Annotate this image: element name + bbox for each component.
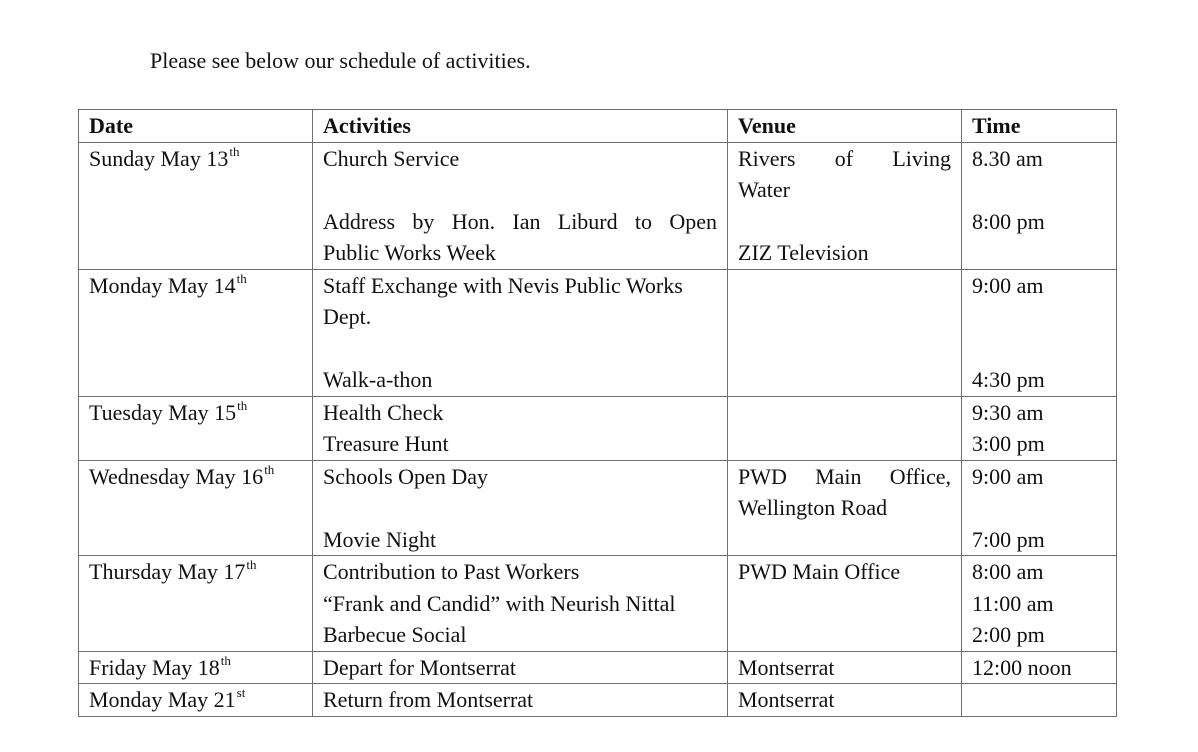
header-row: [79, 110, 1117, 143]
activity-line: Return from Montserrat: [323, 687, 534, 712]
header-venue: Venue: [728, 110, 962, 143]
date-cell: [79, 684, 313, 717]
venue-line: [738, 364, 951, 396]
time-line: 7:00 pm: [972, 526, 1045, 552]
date-text: Tuesday May 15: [89, 399, 237, 425]
date-cell: [79, 460, 313, 556]
venue-line: Wellington Road: [738, 495, 888, 520]
time-cell: [962, 460, 1117, 556]
schedule-row: [79, 556, 1117, 652]
date-ordinal-suffix: th: [246, 557, 257, 572]
activity-cell: [313, 684, 728, 717]
date-text: Monday May 14: [89, 272, 236, 298]
venue-line: Montserrat: [738, 654, 835, 680]
time-line: 8:00 pm: [972, 208, 1045, 234]
venue-line: [738, 206, 951, 238]
date-text: Thursday May 17: [89, 559, 246, 584]
time-line: 3:00 pm: [972, 431, 1045, 456]
activity-line: Barbecue Social: [323, 622, 467, 647]
venue-line: Rivers of Living: [738, 145, 951, 171]
activity-line: Address by Hon. Ian Liburd to Open: [323, 208, 717, 234]
header-date: Date: [79, 110, 313, 143]
venue-line: [738, 428, 951, 460]
schedule-body: [79, 142, 1117, 716]
time-line: 9:30 am: [972, 399, 1044, 425]
time-line: 9:00 am: [972, 272, 1044, 298]
schedule-row: [79, 460, 1117, 556]
header-activities: Activities: [313, 110, 728, 143]
time-cell: [962, 142, 1117, 269]
venue-cell: [728, 684, 962, 717]
time-line: 4:30 pm: [972, 367, 1045, 392]
activity-line: [323, 333, 717, 365]
activity-cell: [313, 142, 728, 269]
time-line: [972, 684, 1106, 716]
venue-cell: [728, 142, 962, 269]
venue-line: [738, 619, 951, 651]
venue-line: [738, 333, 951, 365]
venue-line: [738, 301, 951, 333]
time-line: 12:00 noon: [972, 654, 1072, 680]
venue-line: [738, 270, 951, 302]
venue-line: [738, 397, 951, 429]
activity-line: Church Service: [323, 145, 460, 171]
time-cell: [962, 684, 1117, 717]
activity-line: Treasure Hunt: [323, 431, 449, 456]
time-line: 2:00 pm: [972, 622, 1045, 647]
date-cell: [79, 269, 313, 396]
schedule-row: [79, 651, 1117, 684]
date-cell: [79, 396, 313, 460]
schedule-row: [79, 142, 1117, 269]
activity-line: Contribution to Past Workers: [323, 559, 580, 584]
date-ordinal-suffix: th: [264, 461, 275, 477]
venue-line: PWD Main Office,: [738, 463, 951, 489]
activity-line: [323, 174, 717, 206]
date-text: Sunday May 13: [89, 145, 229, 171]
venue-line: [738, 588, 951, 620]
time-cell: [962, 556, 1117, 652]
schedule-row: [79, 269, 1117, 396]
activity-cell: [313, 460, 728, 556]
venue-line: PWD Main Office: [738, 559, 901, 584]
time-line: [972, 237, 1106, 269]
intro-text: Please see below our schedule of activities.: [150, 48, 531, 73]
time-cell: [962, 651, 1117, 684]
time-line: [972, 301, 1106, 333]
schedule-row: [79, 396, 1117, 460]
time-line: 8.30 am: [972, 145, 1043, 171]
date-ordinal-suffix: st: [236, 685, 246, 700]
venue-line: Montserrat: [738, 687, 835, 712]
time-cell: [962, 269, 1117, 396]
activity-cell: [313, 269, 728, 396]
date-ordinal-suffix: th: [229, 143, 240, 159]
activity-line: Schools Open Day: [323, 463, 488, 489]
date-cell: [79, 556, 313, 652]
time-line: [972, 492, 1106, 524]
venue-line: ZIZ Television: [738, 240, 869, 265]
activity-line: Movie Night: [323, 526, 437, 552]
venue-cell: [728, 556, 962, 652]
activity-line: Dept.: [323, 304, 372, 329]
header-time: Time: [962, 110, 1117, 143]
time-line: 8:00 am: [972, 559, 1044, 584]
time-line: 11:00 am: [972, 590, 1054, 616]
date-ordinal-suffix: th: [237, 397, 248, 413]
date-cell: [79, 651, 313, 684]
activity-line: Depart for Montserrat: [323, 654, 517, 680]
schedule-table: [78, 109, 1117, 717]
activity-cell: [313, 651, 728, 684]
date-text: Friday May 18: [89, 654, 220, 680]
activity-line: [323, 492, 717, 524]
time-line: 9:00 am: [972, 463, 1044, 489]
date-text: Monday May 21: [89, 687, 236, 712]
time-line: [972, 333, 1106, 365]
venue-line: [738, 524, 951, 556]
time-cell: [962, 396, 1117, 460]
venue-cell: [728, 460, 962, 556]
activity-line: Walk-a-thon: [323, 367, 433, 392]
venue-cell: [728, 269, 962, 396]
venue-cell: [728, 651, 962, 684]
date-cell: [79, 142, 313, 269]
date-ordinal-suffix: th: [236, 270, 247, 286]
schedule-row: [79, 684, 1117, 717]
date-ordinal-suffix: th: [220, 652, 231, 668]
activity-line: Staff Exchange with Nevis Public Works: [323, 272, 683, 298]
venue-line: Water: [738, 177, 790, 202]
activity-cell: [313, 556, 728, 652]
activity-line: Public Works Week: [323, 240, 496, 265]
venue-cell: [728, 396, 962, 460]
activity-line: “Frank and Candid” with Neurish Nittal: [323, 590, 676, 616]
activity-cell: [313, 396, 728, 460]
activity-line: Health Check: [323, 399, 444, 425]
date-text: Wednesday May 16: [89, 463, 264, 489]
time-line: [972, 174, 1106, 206]
